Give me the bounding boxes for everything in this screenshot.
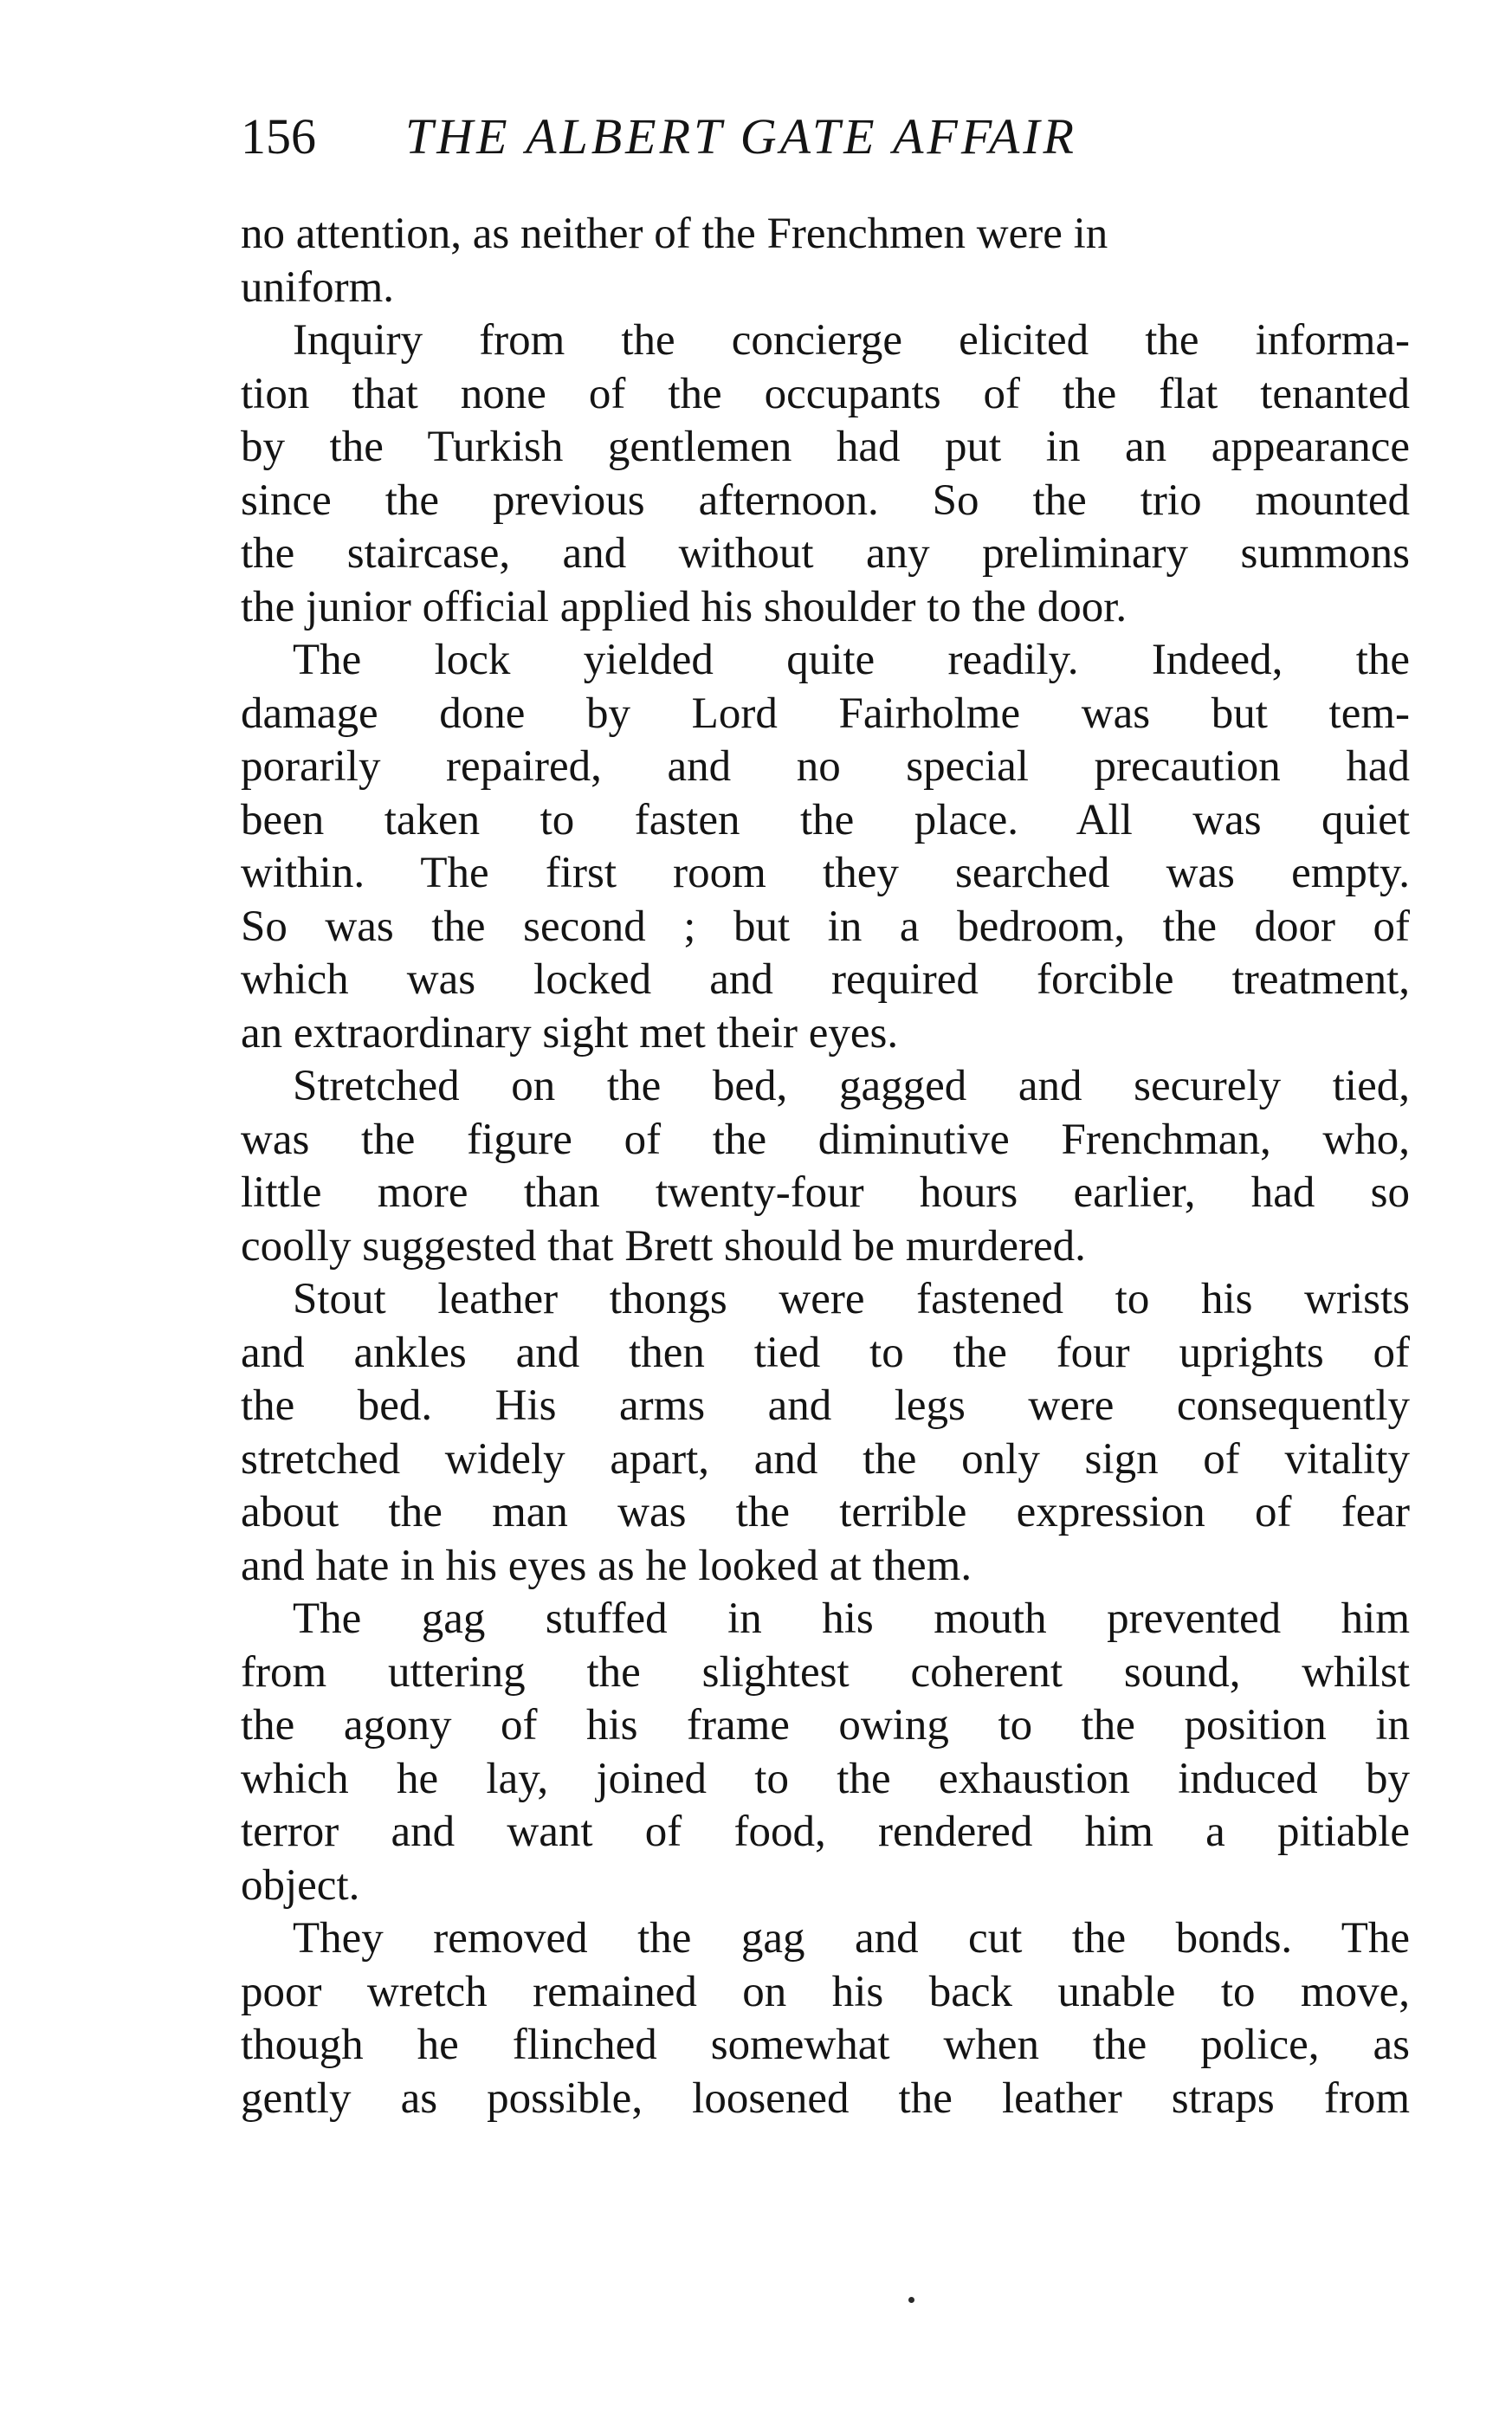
text-line: the agony of his frame owing to the position in	[241, 1701, 1410, 1750]
text-line: poor wretch remained on his back unable to move,	[241, 1967, 1410, 2016]
text-line: coolly suggested that Brett should be murdered.	[241, 1221, 1086, 1271]
text-line: from uttering the slightest coherent sound, whilst	[241, 1647, 1410, 1697]
text-line: about the man was the terrible expression of fear	[241, 1488, 1410, 1536]
text-line: The lock yielded quite readily. Indeed, the	[293, 636, 1410, 684]
ink-speck	[908, 2297, 914, 2303]
running-title: THE ALBERT GATE AFFAIR	[405, 108, 1077, 165]
text-line: which was locked and required forcible treatment,	[241, 955, 1410, 1004]
page-number: 156	[241, 108, 316, 165]
text-line: by the Turkish gentlemen had put in an appearance	[241, 423, 1410, 471]
text-line: and ankles and then tied to the four uprights of	[241, 1328, 1410, 1377]
text-line: Inquiry from the concierge elicited the informa-	[293, 316, 1410, 365]
running-head	[241, 102, 1410, 171]
text-line: gently as possible, loosened the leather straps from	[241, 2073, 1410, 2123]
text-line: The gag stuffed in his mouth prevented him	[293, 1594, 1410, 1643]
text-line: the staircase, and without any preliminary summons	[241, 529, 1410, 578]
text-line: tion that none of the occupants of the flat tenanted	[241, 369, 1410, 418]
text-line: though he flinched somewhat when the police, as	[241, 2021, 1410, 2069]
body-text	[241, 208, 1410, 2125]
text-line: stretched widely apart, and the only sign of vitality	[241, 1434, 1410, 1484]
text-line: no attention, as neither of the Frenchmen were in	[241, 210, 1108, 258]
text-line: which he lay, joined to the exhaustion induced by	[241, 1754, 1410, 1803]
text-line: and hate in his eyes as he looked at them.	[241, 1541, 972, 1590]
text-line: They removed the gag and cut the bonds. The	[293, 1914, 1410, 1963]
text-line: within. The first room they searched was empty.	[241, 849, 1410, 897]
text-line: terror and want of food, rendered him a pitiable	[241, 1808, 1410, 1856]
text-line: the junior official applied his shoulder to the door.	[241, 582, 1128, 631]
text-line: the bed. His arms and legs were consequently	[241, 1381, 1410, 1430]
text-line: since the previous afternoon. So the trio mounted	[241, 475, 1410, 525]
text-line: So was the second ; but in a bedroom, the door of	[241, 902, 1410, 951]
text-line: porarily repaired, and no special precaution had	[241, 742, 1410, 791]
text-line: Stretched on the bed, gagged and securely tied,	[293, 1062, 1410, 1110]
text-line: damage done by Lord Fairholme was but tem-	[241, 689, 1410, 738]
text-line: been taken to fasten the place. All was quiet	[241, 795, 1410, 844]
text-line: an extraordinary sight met their eyes.	[241, 1008, 899, 1058]
text-line: object.	[241, 1860, 360, 1910]
text-line: Stout leather thongs were fastened to his wrists	[293, 1275, 1410, 1323]
text-line: uniform.	[241, 262, 395, 312]
text-line: was the figure of the diminutive Frenchman, who,	[241, 1115, 1410, 1164]
text-line: little more than twenty-four hours earlier, had so	[241, 1168, 1410, 1217]
